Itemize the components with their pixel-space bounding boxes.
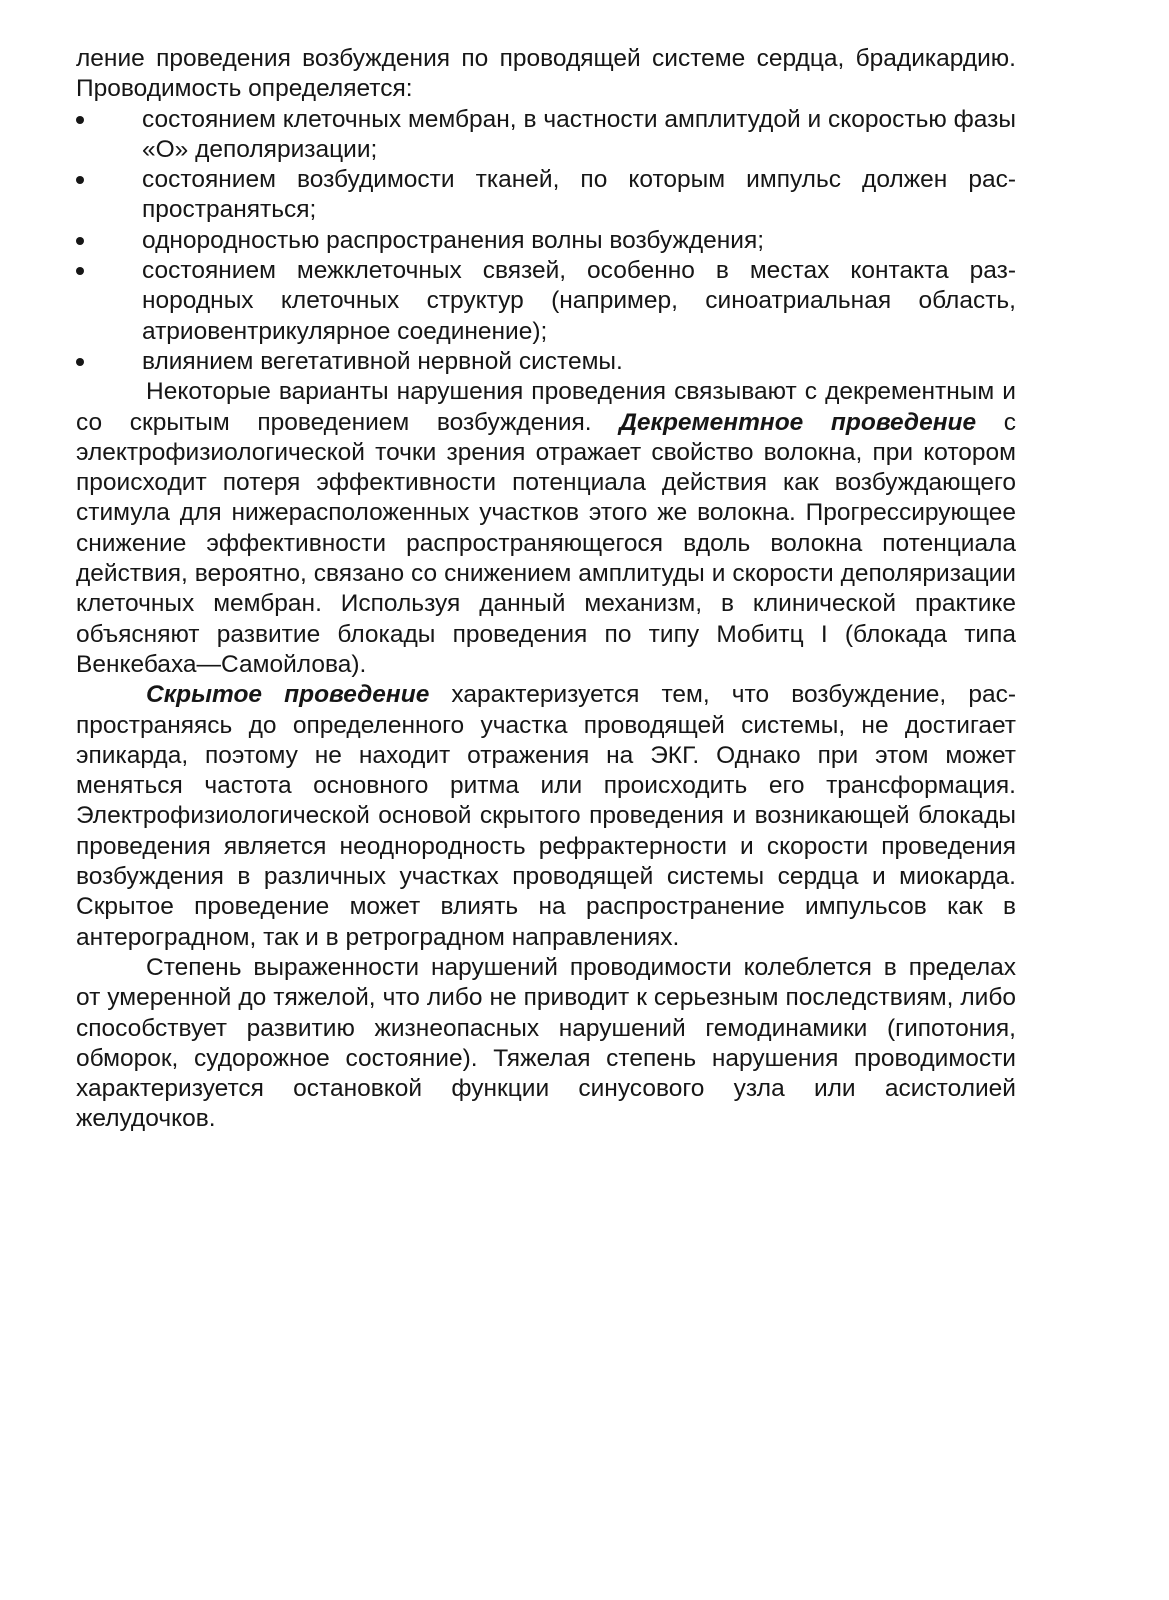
term-decremental-conduction: Декрементное проведение (619, 408, 977, 436)
determinants-list (76, 105, 1016, 378)
paragraph-text: характеризуется тем, что возбуждение, распространяясь до определенного участка проводящей системы, не достигает эпикарда, поэтому не находит отражения на ЭКГ. Однако при этом может меняться частота основного ритма или происходить его трансформация. Электрофизиологической основой скрытого проведения и возникающей блокады проведения является неоднородность рефрактерности и скорости проведения возбуждения в различных участках проводящей системы сердца и миокарда. Скрытое проведение может влиять на распространение импульсов как в антероградном, так и в ретроградном направлениях. (76, 681, 1017, 951)
list-item-text: влиянием вегетативной нервной системы. (142, 347, 623, 375)
bullet-dot-icon (76, 176, 84, 184)
list-item (76, 347, 1016, 377)
document-page (76, 44, 1016, 1135)
list-item-text: однородностью распространения волны возбуждения; (142, 226, 765, 254)
bullet-dot-icon (76, 237, 84, 245)
term-concealed-conduction: Скрытое проведение (146, 681, 430, 709)
bullet-dot-icon (76, 267, 84, 275)
bullet-dot-icon (76, 116, 84, 124)
paragraph-text: Некоторые варианты нарушения проведения связывают с декрементным и со скрытым проведением возбуждения. (76, 378, 1016, 436)
severity-paragraph: Степень выраженности нарушений проводимости колеблется в пределах от умеренной до тяжелой, что либо не приводит к серьезным последствиям, либо способствует развитию жизнеопасных нарушений гемодинамики (гипотония, обморок, судорожное состояние). Тяжелая степень нарушения проводимости характеризуется остановкой функции синусового узла или асистолией желудочков. (76, 953, 1016, 1133)
list-item (76, 105, 1016, 166)
list-item-text: состоянием межклеточных связей, особенно в местах контакта разнородных клеточных структур (например, синоатриальная область, атриовентрикулярное соединение); (142, 257, 1016, 345)
concealed-conduction-paragraph (76, 680, 1016, 953)
intro-paragraph: ление проведения возбуждения по проводящей системе сердца, брадикардию. Проводимость определяется: (76, 45, 1016, 103)
list-item (76, 256, 1016, 347)
list-item (76, 226, 1016, 256)
paragraph-text: с электрофизиологической точки зрения отражает свойство волокна, при котором происходит потеря эффективности потенциала действия как возбуждающего стимула для нижерасположенных участков этого же волокна. Прогрессирующее снижение эффективности распространяющегося вдоль волокна потенциала действия, вероятно, связано со снижением амплитуды и скорости деполяризации клеточных мембран. Используя данный механизм, в клинической практике объясняют развитие блокады проведения по типу Мобитц I (блокада типа Венкебаха—Самойлова). (76, 408, 1017, 678)
list-item (76, 165, 1016, 226)
bullet-dot-icon (76, 358, 84, 366)
list-item-text: состоянием возбудимости тканей, по которым импульс должен распространяться; (142, 166, 1016, 224)
decremental-conduction-paragraph (76, 377, 1016, 680)
list-item-text: состоянием клеточных мембран, в частности амплитудой и скоростью фазы «О» деполяризации; (142, 105, 1016, 163)
